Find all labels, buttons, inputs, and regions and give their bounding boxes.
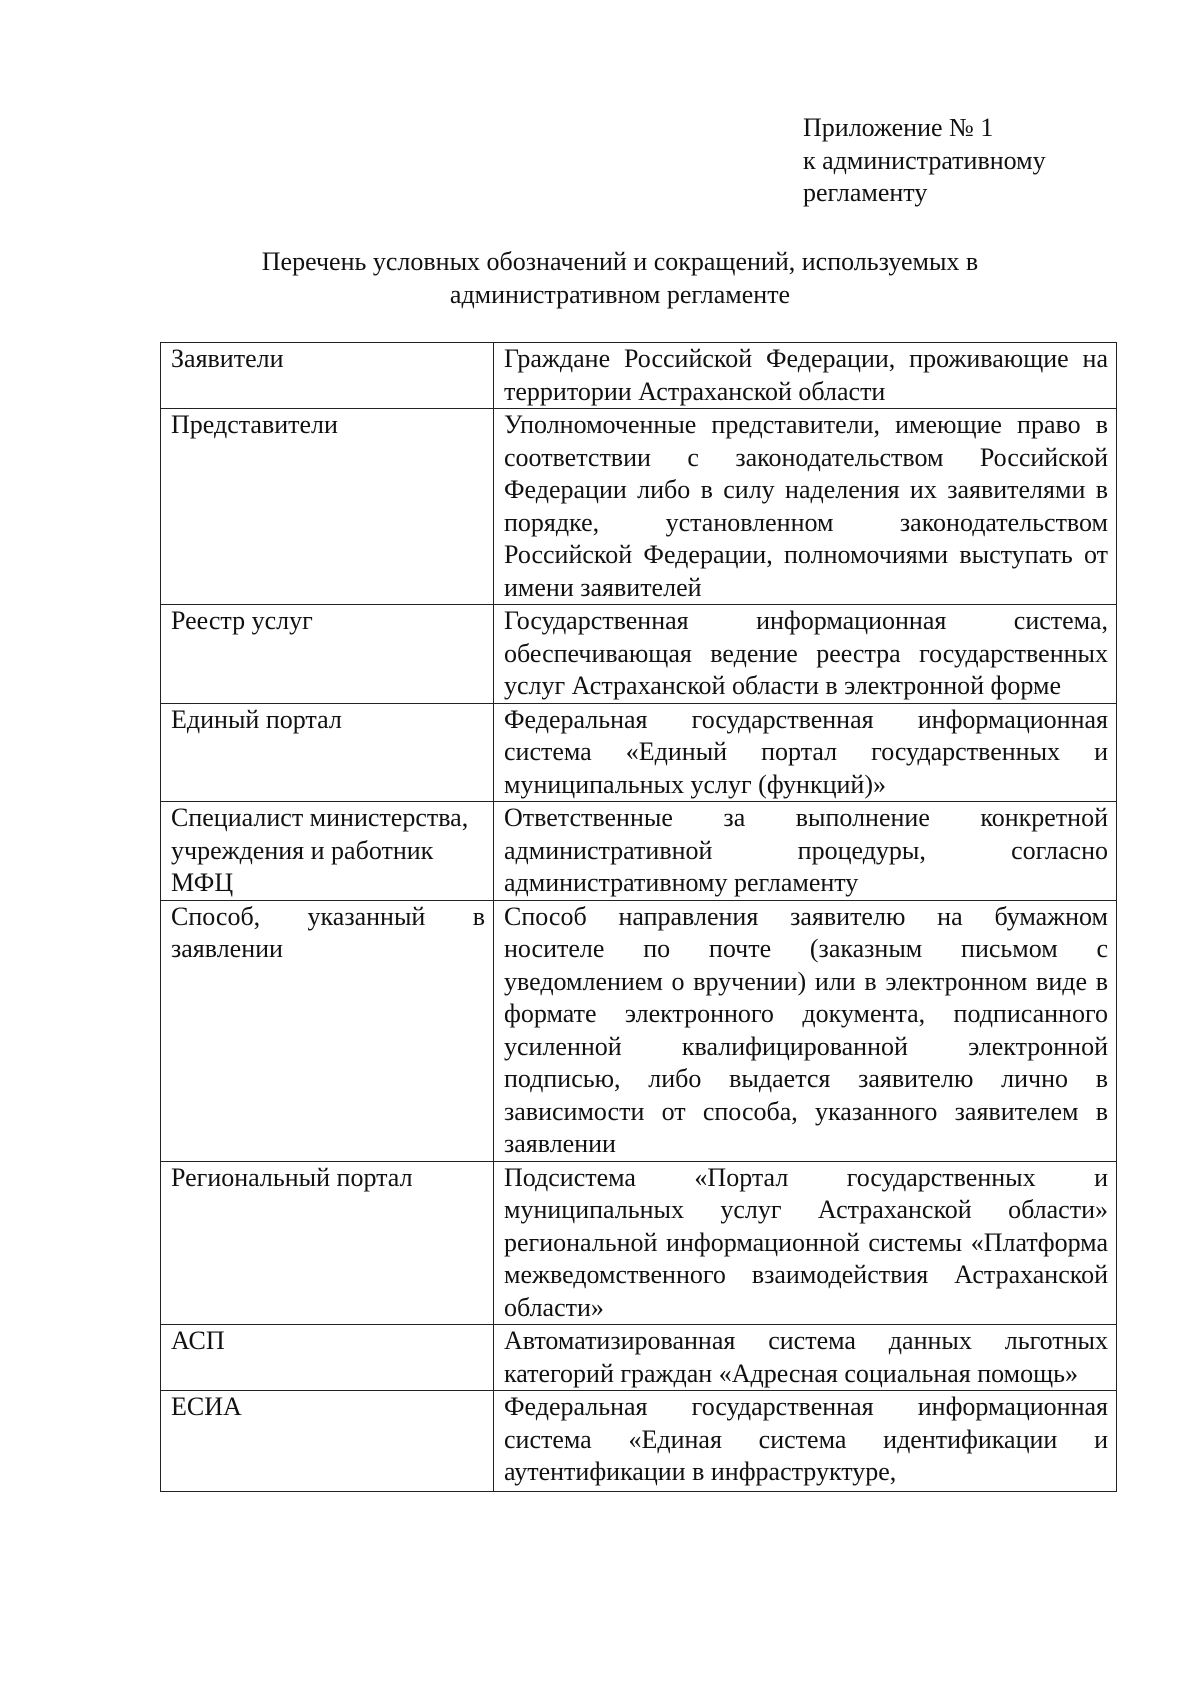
definition-cell: Федеральная государственная информационная система «Единый портал государственных и муниципальных услуг (функций)» (494, 703, 1117, 802)
term-cell: Реестр услуг (161, 605, 494, 704)
definition-cell: Федеральная государственная информационная система «Единая система идентификации и аутентификации в инфраструктуре, (494, 1391, 1117, 1492)
table-row (161, 605, 1117, 704)
appendix-line-3: регламенту (803, 178, 928, 207)
term-cell: Способ, указанный в заявлении (161, 900, 494, 1161)
table-row (161, 802, 1117, 901)
abbreviations-table (160, 342, 1117, 1492)
document-title (230, 246, 1010, 311)
term-cell: Заявители (161, 343, 494, 409)
table-row (161, 1325, 1117, 1391)
definition-cell: Подсистема «Портал государственных и муниципальных услуг Астраханской области» региональной информационной системы «Платформа межведомственного взаимодействия Астраханской области» (494, 1161, 1117, 1325)
title-line-1: Перечень условных обозначений и сокращений, используемых в (261, 247, 979, 276)
table-row (161, 703, 1117, 802)
term-cell: АСП (161, 1325, 494, 1391)
term-cell: ЕСИА (161, 1391, 494, 1492)
table-row (161, 1391, 1117, 1492)
definition-cell: Ответственные за выполнение конкретной административной процедуры, согласно административному регламенту (494, 802, 1117, 901)
table-row (161, 900, 1117, 1161)
term-cell: Региональный портал (161, 1161, 494, 1325)
table-row (161, 409, 1117, 605)
appendix-header (803, 112, 1133, 210)
table-row (161, 343, 1117, 409)
appendix-line-2: к административному (803, 145, 1046, 175)
table-row (161, 1161, 1117, 1325)
definition-cell: Уполномоченные представители, имеющие право в соответствии с законодательством Российской Федерации либо в силу наделения их заявителями в порядке, установленном законодательством Российской Федерации, полномочиями выступать от имени заявителей (494, 409, 1117, 605)
definition-cell: Граждане Российской Федерации, проживающие на территории Астраханской области (494, 343, 1117, 409)
title-line-2: административном регламенте (449, 279, 791, 309)
definition-cell: Автоматизированная система данных льготных категорий граждан «Адресная социальная помощь» (494, 1325, 1117, 1391)
definition-cell: Государственная информационная система, обеспечивающая ведение реестра государственных услуг Астраханской области в электронной форме (494, 605, 1117, 704)
term-cell: Представители (161, 409, 494, 605)
appendix-line-1: Приложение № 1 (803, 113, 994, 142)
term-cell: Специалист министерства, учреждения и работник МФЦ (161, 802, 494, 901)
term-cell: Единый портал (161, 703, 494, 802)
definition-cell: Способ направления заявителю на бумажном носителе по почте (заказным письмом с уведомлением о вручении) или в электронном виде в формате электронного документа, подписанного усиленной квалифицированной электронной подписью, либо выдается заявителю лично в зависимости от способа, указанного заявителем в заявлении (494, 900, 1117, 1161)
